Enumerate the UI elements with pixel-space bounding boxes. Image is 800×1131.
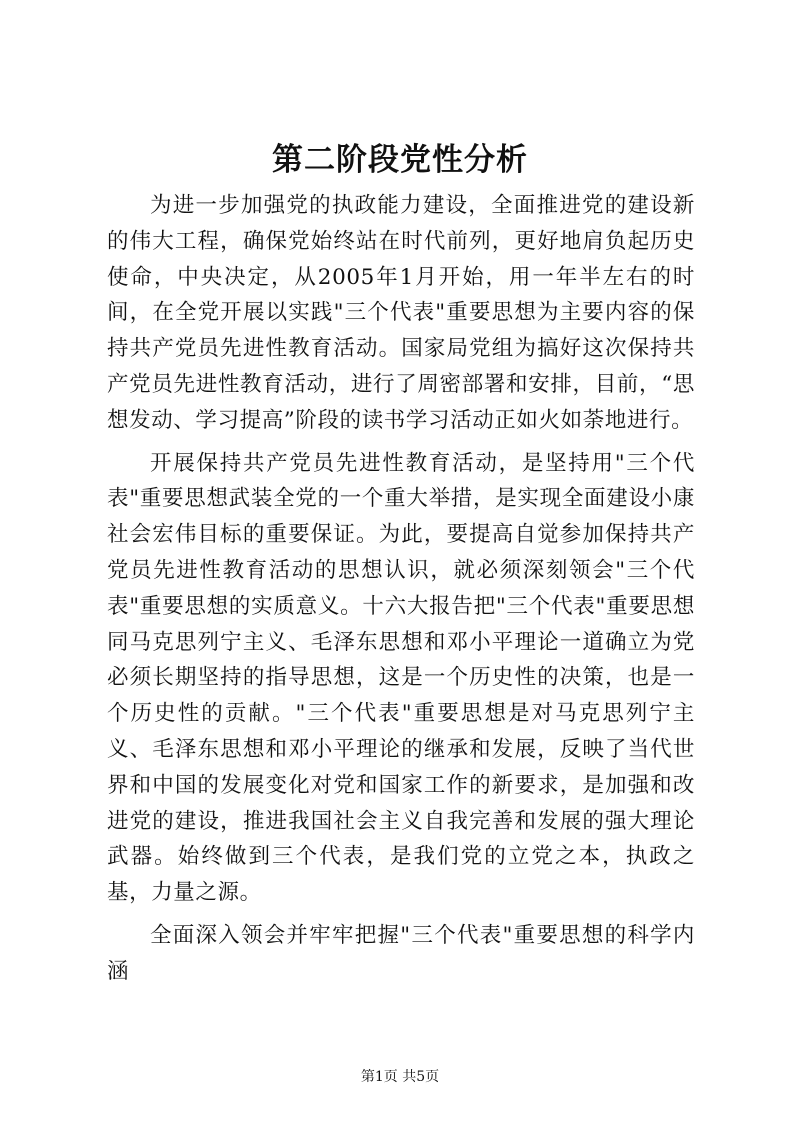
paragraph-3: 全面深入领会并牢牢把握"三个代表"重要思想的科学内涵	[107, 922, 695, 984]
document-title: 第二阶段党性分析	[272, 142, 528, 178]
page-footer: 第1页 共5页	[360, 1069, 440, 1085]
paragraph-1: 为进一步加强党的执政能力建设，全面推进党的建设新的伟大工程，确保党始终站在时代前列，更好地肩负起历史使命，中央决定，从2005年1月开始，用一年半左右的时间，在全党开展以实践"三个代表"重要思想为主要内容的保持共产党员先进性教育活动。国家局党组为搞好这次保持共产党员先进性教育活动，进行了周密部署和安排，目前，“思想发动、学习提高”阶段的读书学习活动正如火如荼地进行。	[107, 193, 695, 433]
paragraph-2: 开展保持共产党员先进性教育活动，是坚持用"三个代表"重要思想武装全党的一个重大举措，是实现全面建设小康社会宏伟目标的重要保证。为此，要提高自觉参加保持共产党员先进性教育活动的思想认识，就必须深刻领会"三个代表"重要思想的实质意义。十六大报告把"三个代表"重要思想同马克思列宁主义、毛泽东思想和邓小平理论一道确立为党必须长期坚持的指导思想，这是一个历史性的决策，也是一个历史性的贡献。"三个代表"重要思想是对马克思列宁主义、毛泽东思想和邓小平理论的继承和发展，反映了当代世界和中国的发展变化对党和国家工作的新要求，是加强和改进党的建设，推进我国社会主义自我完善和发展的强大理论武器。始终做到三个代表，是我们党的立党之本，执政之基，力量之源。	[107, 450, 695, 906]
document-body	[107, 188, 695, 990]
